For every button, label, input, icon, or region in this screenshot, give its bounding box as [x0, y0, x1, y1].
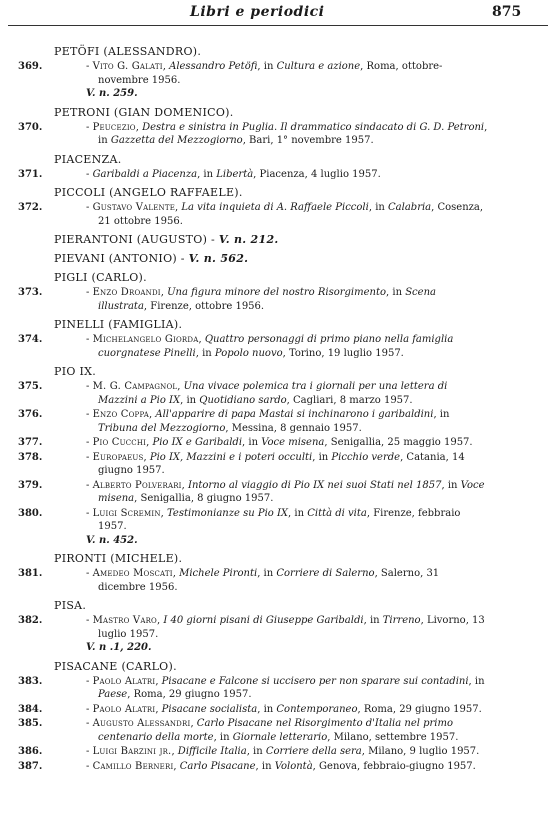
entry-publication: Milano, settembre 1957. — [333, 731, 459, 743]
entry-journal: Giornale letterario — [232, 731, 328, 743]
entry-journal: Paese — [98, 689, 128, 700]
entry-publication: Firenze, febbraio 1957. — [98, 507, 461, 532]
bibliography-entry — [0, 451, 550, 478]
entry-author: Enzo Droandi — [92, 287, 161, 298]
entry-journal: Contemporaneo — [276, 703, 358, 715]
entry-journal: Voce misena — [98, 479, 485, 504]
entry-author: Enzo Coppa — [92, 409, 149, 420]
bibliography-entry — [0, 507, 550, 548]
entry-preposition: in — [263, 703, 274, 715]
entry-title: Pisacane socialista — [161, 703, 258, 715]
entry-text: - Garibaldi a Piacenza, in Libertà, Piacenza, 4 luglio 1957. — [86, 168, 381, 180]
entry-text: - Michelangelo Giorda, Quattro personaggi di primo piano nella famiglia cuorgnatese Pinelli, in Popolo nuovo, Torino, 19 luglio 1957. — [86, 334, 454, 359]
entry-text: - Paolo Alatri, Pisacane socialista, in Contemporaneo, Roma, 29 giugno 1957. — [86, 703, 482, 715]
entry-number: 373. — [18, 287, 43, 298]
section-name: PIRONTI (MICHELE). — [54, 552, 183, 565]
entry-text: - Camillo Berneri, Carlo Pisacane, in Volontà, Genova, febbraio-giugno 1957. — [86, 760, 476, 772]
entry-number: 370. — [18, 121, 43, 133]
bibliography-entry — [0, 717, 550, 744]
bibliography-entry — [0, 675, 550, 702]
section-heading — [54, 44, 550, 59]
entry-text: - Enzo Coppa, All'apparire di papa Mastai si inchinarono i garibaldini, in Tribuna del Mezzogiorno, Messina, 8 gennaio 1957. — [86, 409, 450, 434]
section-name: PICCOLI (ANGELO RAFFAELE). — [54, 186, 243, 199]
entry-number: 376. — [18, 409, 43, 420]
entry-title: I 40 giorni pisani di Giuseppe Garibaldi — [163, 615, 364, 626]
section-heading — [54, 270, 550, 285]
section-heading — [54, 185, 550, 200]
entry-publication: Genova, febbraio-giugno 1957. — [319, 760, 476, 772]
entry-text: - Peucezio, Destra e sinistra in Puglia. Il drammatico sindacato di G. D. Petroni, in Gazzetta del Mezzogiorno, Bari, 1° novembre 1957. — [86, 121, 488, 146]
section-name: PIO IX. — [54, 365, 97, 378]
entry-journal: Libertà — [216, 168, 254, 180]
entry-publication: Roma, 29 giugno 1957. — [363, 703, 482, 715]
entry-preposition: in — [474, 675, 485, 687]
cross-reference: V. n. 212. — [218, 233, 279, 246]
bibliography-entry — [0, 745, 550, 759]
header-rule — [8, 25, 548, 26]
bibliography-entry — [0, 380, 550, 407]
entry-publication: Milano, 9 luglio 1957. — [368, 746, 480, 757]
entry-journal: Volontà — [274, 760, 313, 772]
section-name: PIACENZA. — [54, 152, 122, 166]
entry-journal: Corriere della sera — [265, 746, 362, 757]
entry-preposition: in — [253, 746, 263, 757]
entry-title: Destra e sinistra in Puglia. Il drammatico sindacato di G. D. Petroni — [142, 121, 485, 133]
entry-journal: Tribuna del Mezzogiorno — [98, 422, 226, 434]
entry-title: Michele Pironti — [179, 568, 258, 579]
cross-reference: V. n. 259. — [86, 88, 138, 99]
entry-author: Augusto Alessandri — [92, 718, 191, 729]
entry-number: 387. — [18, 760, 43, 772]
entry-title: Testimonianze su Pio IX — [167, 507, 289, 519]
entry-preposition: in — [261, 760, 272, 772]
entry-preposition: in — [263, 61, 274, 72]
entry-publication: Roma, ottobre-novembre 1956. — [98, 61, 443, 86]
entry-author: Michelangelo Giorda — [92, 334, 199, 345]
entry-preposition: in — [219, 731, 230, 743]
bibliography-entry — [0, 201, 550, 228]
section-heading — [54, 659, 550, 674]
entry-preposition: in — [318, 451, 329, 463]
entry-preposition: in — [203, 168, 214, 180]
section-name: PINELLI (FAMIGLIA). — [54, 318, 183, 331]
entry-title: Quattro personaggi di primo piano nella famiglia cuorgnatese Pinelli — [98, 334, 454, 359]
page-number: 875 — [492, 4, 522, 20]
entry-author: Gustavo Valente — [92, 202, 176, 213]
entry-publication: Messina, 8 gennaio 1957. — [231, 422, 362, 434]
entry-preposition: in — [98, 135, 108, 146]
entry-author: Alberto Polverari — [92, 479, 182, 491]
entry-preposition: in — [369, 615, 380, 626]
section-name: PIERANTONI (AUGUSTO) - — [54, 233, 216, 246]
entry-journal: Calabria — [388, 202, 432, 213]
entry-text: - Augusto Alessandri, Carlo Pisacane nel Risorgimento d'Italia nel primo centenario della morte, in Giornale letterario, Milano, settembre 1957. — [86, 718, 459, 743]
entry-number: 369. — [18, 61, 43, 72]
entry-text: - Luigi Scremin, Testimonianze su Pio IX, in Città di vita, Firenze, febbraio 1957. V. n. 452. — [86, 507, 488, 548]
bibliography-entry — [0, 121, 550, 148]
bibliography-entry — [0, 408, 550, 435]
entry-journal: Popolo nuovo — [214, 347, 283, 359]
bibliography-entry — [0, 479, 550, 506]
entry-author: Paolo Alatri — [92, 703, 156, 715]
entry-text: - Paolo Alatri, Pisacane e Falcone si uccisero per non sparare sui contadini, in Paese, Roma, 29 giugno 1957. — [86, 675, 485, 700]
entry-number: 378. — [18, 451, 43, 463]
entry-publication: Firenze, ottobre 1956. — [150, 300, 265, 312]
entry-journal: Voce misena — [261, 437, 325, 448]
entry-text: - M. G. Campagnol, Una vivace polemica tra i giornali per una lettera di Mazzini a Pio IX, in Quotidiano sardo, Cagliari, 8 marzo 1957. — [86, 381, 448, 406]
entry-title: All'apparire di papa Mastai si inchinarono i garibaldini — [155, 409, 434, 420]
cross-reference: V. n. 562. — [188, 252, 249, 265]
entry-number: 381. — [18, 568, 43, 579]
entry-preposition: in — [392, 287, 403, 298]
entry-publication: Livorno, 13 luglio 1957. — [98, 615, 485, 640]
entry-title: Carlo Pisacane — [179, 760, 256, 772]
entry-text: - Alberto Polverari, Intorno al viaggio di Pio IX nei suoi Stati nel 1857, in Voce misena, Senigallia, 8 giugno 1957. — [86, 479, 485, 504]
entry-title: Difficile Italia — [177, 746, 247, 757]
entry-text: - Vito G. Galati, Alessandro Petöfi, in Cultura e azione, Roma, ottobre-novembre 1956. V. n. 259. — [86, 60, 488, 101]
section-name: PETRONI (GIAN DOMENICO). — [54, 105, 234, 119]
entry-number: 371. — [18, 168, 43, 180]
bibliography-list — [0, 40, 550, 773]
bibliography-entry — [0, 614, 550, 655]
entry-title: Garibaldi a Piacenza — [92, 168, 198, 180]
entry-number: 375. — [18, 381, 43, 392]
entry-author: Peucezio — [92, 121, 136, 133]
entry-publication: Salerno, 31 dicembre 1956. — [98, 568, 440, 593]
entry-author: Camillo Berneri — [92, 760, 174, 772]
entry-publication: Torino, 19 luglio 1957. — [288, 347, 404, 359]
bibliography-entry — [0, 60, 550, 101]
bibliography-entry — [0, 760, 550, 774]
section-heading — [54, 317, 550, 332]
entry-publication: Senigallia, 25 maggio 1957. — [330, 437, 473, 448]
section-heading — [54, 551, 550, 566]
section-name: PISA. — [54, 599, 87, 612]
running-title: Libri e periodici — [190, 4, 325, 20]
entry-journal: Città di vita — [307, 507, 367, 519]
entry-title: Pio IX, Mazzini e i poteri occulti — [149, 451, 313, 463]
entry-journal: Scena illustrata — [98, 287, 436, 312]
bibliography-entry — [0, 436, 550, 450]
section-name: PETÖFI (ALESSANDRO). — [54, 45, 202, 58]
entry-preposition: in — [186, 394, 197, 406]
entry-title: Carlo Pisacane nel Risorgimento d'Italia nel primo centenario della morte — [98, 718, 453, 743]
entry-number: 377. — [18, 437, 43, 448]
section-name: PIGLI (CARLO). — [54, 271, 147, 284]
section-heading — [54, 598, 550, 613]
page-header — [0, 0, 550, 26]
entry-title: Alessandro Petöfi — [169, 61, 258, 72]
entry-text: - Gustavo Valente, La vita inquieta di A. Raffaele Piccoli, in Calabria, Cosenza, 21 ottobre 1956. — [86, 202, 484, 227]
entry-preposition: in — [439, 409, 450, 420]
entry-number: 372. — [18, 202, 43, 213]
entry-author: Pio Cucchi — [92, 437, 147, 448]
bibliography-entry — [0, 168, 550, 182]
entry-title: Pisacane e Falcone si uccisero per non sparare sui contadini — [161, 675, 469, 687]
section-heading — [54, 232, 550, 247]
entry-publication: Cagliari, 8 marzo 1957. — [293, 394, 413, 406]
entry-number: 386. — [18, 746, 43, 757]
section-heading — [54, 364, 550, 379]
entry-number: 383. — [18, 675, 43, 687]
entry-text: - Europaeus, Pio IX, Mazzini e i poteri occulti, in Picchio verde, Catania, 14 giugno 1957. — [86, 451, 465, 476]
entry-journal: Tirreno — [382, 615, 421, 626]
entry-preposition: in — [248, 437, 259, 448]
entry-number: 379. — [18, 479, 43, 491]
entry-author: Mastro Varo — [92, 615, 157, 626]
section-heading — [54, 105, 550, 120]
section-heading — [54, 251, 550, 266]
entry-preposition: in — [202, 347, 212, 359]
bibliography-entry — [0, 703, 550, 717]
entry-journal: Quotidiano sardo — [199, 394, 287, 406]
entry-title: La vita inquieta di A. Raffaele Piccoli — [181, 202, 369, 213]
entry-publication: Catania, 14 giugno 1957. — [98, 451, 465, 476]
entry-publication: Piacenza, 4 luglio 1957. — [259, 168, 381, 180]
entry-title: Una figura minore del nostro Risorgimento — [167, 287, 387, 298]
entry-publication: Bari, 1° novembre 1957. — [249, 135, 374, 146]
entry-number: 385. — [18, 718, 43, 729]
entry-number: 384. — [18, 703, 43, 715]
entry-number: 380. — [18, 507, 43, 519]
entry-author: M. G. Campagnol — [92, 381, 178, 392]
entry-author: Europaeus — [92, 451, 144, 463]
entry-preposition: in — [263, 568, 274, 579]
entry-author: Paolo Alatri — [92, 675, 156, 687]
entry-preposition: in — [294, 507, 305, 519]
entry-text: - Amedeo Moscati, Michele Pironti, in Corriere di Salerno, Salerno, 31 dicembre 1956. — [86, 568, 440, 593]
cross-reference: V. n .1, 220. — [86, 642, 152, 653]
section-name: PIEVANI (ANTONIO) - — [54, 252, 185, 265]
entry-journal: Corriere di Salerno — [276, 568, 375, 579]
entry-text: - Luigi Barzini jr., Difficile Italia, in Corriere della sera, Milano, 9 luglio 1957. — [86, 746, 480, 757]
entry-journal: Picchio verde — [331, 451, 401, 463]
cross-reference: V. n. 452. — [86, 534, 138, 546]
entry-publication: Roma, 29 giugno 1957. — [133, 689, 252, 700]
entry-text: - Pio Cucchi, Pio IX e Garibaldi, in Voce misena, Senigallia, 25 maggio 1957. — [86, 437, 473, 448]
bibliography-entry — [0, 286, 550, 313]
entry-text: - Enzo Droandi, Una figura minore del nostro Risorgimento, in Scena illustrata, Firenze, ottobre 1956. — [86, 287, 436, 312]
entry-number: 382. — [18, 615, 43, 626]
entry-author: Vito G. Galati — [92, 61, 163, 72]
bibliography-entry — [0, 567, 550, 594]
entry-number: 374. — [18, 334, 43, 345]
entry-author: Amedeo Moscati — [92, 568, 173, 579]
entry-title: Intorno al viaggio di Pio IX nei suoi Stati nel 1857 — [188, 479, 442, 491]
section-name: PISACANE (CARLO). — [54, 659, 177, 673]
entry-title: Pio IX e Garibaldi — [152, 437, 243, 448]
entry-author: Luigi Barzini jr. — [92, 746, 172, 757]
entry-text: - Mastro Varo, I 40 giorni pisani di Giuseppe Garibaldi, in Tirreno, Livorno, 13 luglio 1957. V. n .1, 220. — [86, 614, 488, 655]
bibliography-entry — [0, 333, 550, 360]
section-heading — [54, 152, 550, 167]
entry-title: Una vivace polemica tra i giornali per una lettera di Mazzini a Pio IX — [98, 381, 448, 406]
entry-preposition: in — [375, 202, 385, 213]
entry-journal: Gazzetta del Mezzogiorno — [110, 135, 243, 146]
entry-author: Luigi Scremin — [92, 507, 161, 519]
entry-preposition: in — [447, 479, 458, 491]
entry-publication: Senigallia, 8 giugno 1957. — [140, 493, 274, 504]
entry-journal: Cultura e azione — [276, 61, 361, 72]
entry-publication: Cosenza, 21 ottobre 1956. — [98, 202, 484, 227]
